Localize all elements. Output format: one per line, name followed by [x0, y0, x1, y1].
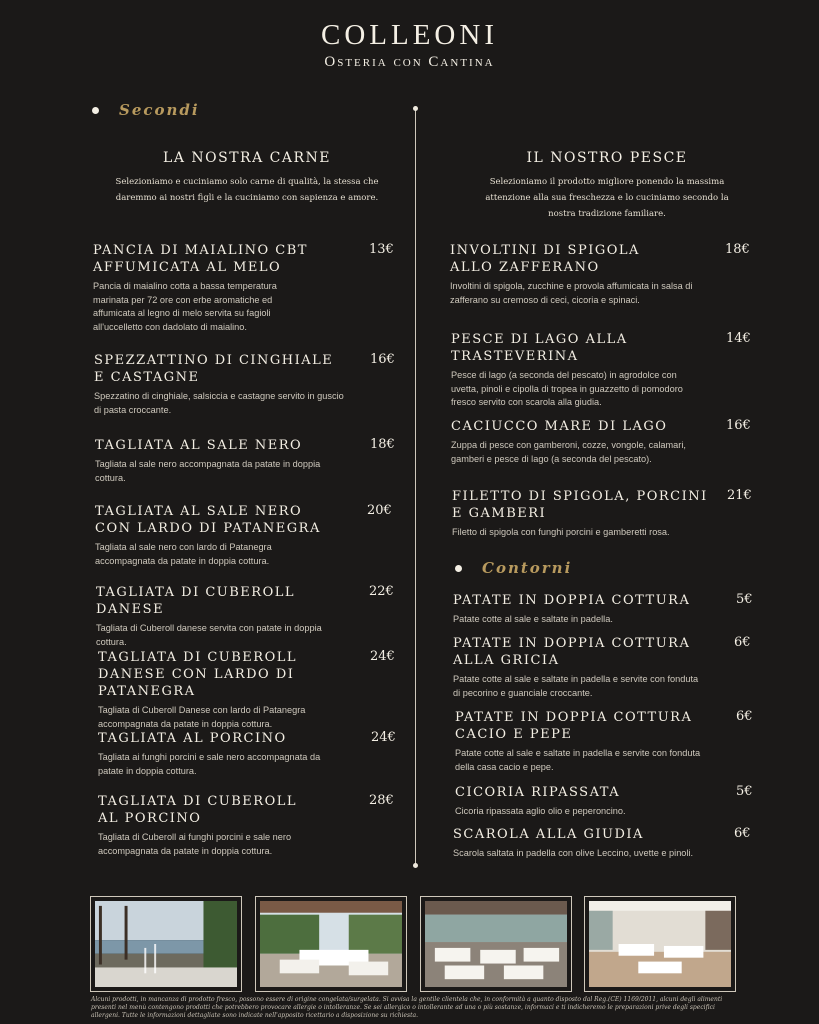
- carne-intro: Selezioniamo e cuciniamo solo carne di qualità, la stessa che daremmo ai nostri figli e la cuciniamo con sapienza e amore.: [115, 177, 379, 203]
- terrace-image: [95, 901, 237, 987]
- pesce-header: [474, 150, 740, 222]
- item-price: 14€: [726, 331, 751, 346]
- item-description: Scarola saltata in padella con olive Leccino, uvette e pinoli.: [453, 848, 694, 858]
- bullet-icon: [92, 107, 99, 114]
- item-description: Tagliata di Cuberoll ai funghi porcini e sale nero accompagnata da patate in doppia cottura.: [98, 832, 292, 856]
- item-description: Pancia di maialino cotta a bassa temperatura marinata per 72 ore con erbe aromatiche ed affumicata al legno di melo servita su fagioli all'uccelletto con dadolato di maialino.: [93, 281, 277, 332]
- menu-item: [451, 418, 751, 466]
- item-price: 16€: [370, 352, 395, 367]
- item-name: PANCIA DI MAIALINO CBT AFFUMICATA AL MELO: [93, 243, 308, 275]
- item-description: Patate cotte al sale e saltate in padella e servite con fonduta della casa cacio e pepe.: [455, 748, 701, 772]
- divider-knob-bottom: [413, 863, 418, 868]
- menu-item: [455, 709, 755, 774]
- item-price: 5€: [736, 784, 753, 799]
- menu-item: [93, 242, 393, 334]
- menu-item: [96, 584, 396, 649]
- item-name: FILETTO DI SPIGOLA, PORCINI E GAMBERI: [452, 489, 708, 521]
- menu-item: [95, 437, 395, 485]
- restaurant-photo: [584, 896, 736, 992]
- item-price: 18€: [370, 437, 395, 452]
- interior-image: [589, 901, 731, 987]
- carne-header: [114, 150, 380, 206]
- section-contorni-label: Contorni: [482, 559, 573, 577]
- section-secondi: [92, 101, 200, 119]
- item-name: PATATE IN DOPPIA COTTURA: [453, 593, 691, 608]
- section-contorni: [455, 559, 572, 577]
- item-description: Patate cotte al sale e saltate in padella.: [453, 614, 613, 624]
- item-description: Pesce di lago (a seconda del pescato) in agrodolce con uvetta, pinoli e cipolla di tropea in guazzetto di pomodoro fresco servito con scarola alla giudia.: [451, 370, 683, 407]
- menu-item: [453, 592, 753, 627]
- menu-item: [95, 503, 395, 568]
- item-price: 6€: [736, 709, 753, 724]
- item-description: Tagliata di Cuberoll danese servita con patate in doppia cottura.: [96, 623, 322, 647]
- section-secondi-label: Secondi: [119, 101, 200, 119]
- item-price: 24€: [370, 649, 395, 664]
- brand-header: [0, 18, 819, 71]
- item-price: 18€: [725, 242, 750, 257]
- menu-item: [455, 784, 755, 819]
- item-name: PESCE DI LAGO ALLA TRASTEVERINA: [451, 332, 628, 364]
- menu-item: [450, 242, 750, 307]
- item-description: Tagliata al sale nero accompagnata da patate in doppia cottura.: [95, 459, 321, 483]
- item-name: SPEZZATTINO DI CINGHIALE E CASTAGNE: [94, 353, 334, 385]
- item-price: 6€: [734, 635, 751, 650]
- item-name: TAGLIATA AL PORCINO: [98, 731, 287, 746]
- bullet-icon: [455, 565, 462, 572]
- item-name: TAGLIATA DI CUBEROLL AL PORCINO: [98, 794, 298, 826]
- brand-name: COLLEONI: [321, 19, 498, 51]
- item-description: Tagliata ai funghi porcini e sale nero accompagnata da patate in doppia cottura.: [98, 752, 321, 776]
- item-description: Spezzatino di cinghiale, salsiccia e castagne servito in guscio di pasta croccante.: [94, 391, 344, 415]
- item-name: TAGLIATA AL SALE NERO CON LARDO DI PATANEGRA: [95, 504, 321, 536]
- item-name: TAGLIATA DI CUBEROLL DANESE: [96, 585, 296, 617]
- pesce-intro: Selezioniamo il prodotto migliore ponendo la massima attenzione alla sua freschezza e lo cuciniamo secondo la nostra tradizione familiare.: [485, 177, 729, 219]
- item-description: Tagliata di Cuberoll Danese con lardo di Patanegra accompagnata da patate in doppia cottura.: [98, 705, 306, 729]
- column-divider: [415, 108, 416, 866]
- item-name: CACIUCCO MARE DI LAGO: [451, 419, 668, 434]
- item-description: Tagliata al sale nero con lardo di Patanegra accompagnata da patate in doppia cottura.: [95, 542, 272, 566]
- item-price: 16€: [726, 418, 751, 433]
- divider-knob-top: [413, 106, 418, 111]
- menu-item: [452, 488, 752, 540]
- menu-item: [453, 826, 753, 861]
- allergen-footnote: Alcuni prodotti, in mancanza di prodotto fresco, possono essere di origine congelata/surgelata. Si avvisa la gentile clientela che, in conformità a quanto disposto dal Reg.(CE) 1169/2011, alcuni degli alimenti presenti nel menù contengono prodotti che potrebbero provocare allergie o intolleranze. Se sei allergico o intollerante ad una o più sostanze, informaci e ti indicheremo le preparazioni prive degli specifici allergeni. Tutte le informazioni dettagliate sono indicate nell'apposito ricettario a disposizione su richiesta.: [91, 996, 723, 1019]
- item-price: 21€: [727, 488, 752, 503]
- item-price: 6€: [734, 826, 751, 841]
- item-name: SCAROLA ALLA GIUDIA: [453, 827, 644, 842]
- item-price: 28€: [369, 793, 394, 808]
- item-price: 5€: [736, 592, 753, 607]
- menu-item: [94, 352, 394, 417]
- item-name: PATATE IN DOPPIA COTTURA ALLA GRICIA: [453, 636, 691, 668]
- menu-item: [451, 331, 751, 410]
- dining-room-image: [425, 901, 567, 987]
- item-description: Involtini di spigola, zucchine e provola affumicata in salsa di zafferano su cremoso di ceci, cicoria e spinaci.: [450, 281, 693, 305]
- menu-item: [98, 793, 398, 858]
- menu-item: [98, 730, 398, 778]
- restaurant-photo: [90, 896, 242, 992]
- carne-title: LA NOSTRA CARNE: [163, 150, 331, 166]
- menu-item: [98, 649, 398, 731]
- item-price: 13€: [369, 242, 394, 257]
- item-price: 22€: [369, 584, 394, 599]
- item-description: Patate cotte al sale e saltate in padella e servite con fonduta di pecorino e guanciale croccante.: [453, 674, 699, 698]
- item-description: Filetto di spigola con funghi porcini e gamberetti rosa.: [452, 527, 670, 537]
- restaurant-photo: [420, 896, 572, 992]
- item-price: 24€: [371, 730, 396, 745]
- item-price: 20€: [367, 503, 392, 518]
- restaurant-photo: [255, 896, 407, 992]
- item-name: TAGLIATA AL SALE NERO: [95, 438, 303, 453]
- item-name: INVOLTINI DI SPIGOLA ALLO ZAFFERANO: [450, 243, 640, 275]
- brand-subtitle: Osteria con Cantina: [324, 54, 495, 70]
- veranda-image: [260, 901, 402, 987]
- item-description: Cicoria ripassata aglio olio e peperoncino.: [455, 806, 626, 816]
- item-description: Zuppa di pesce con gamberoni, cozze, vongole, calamari, gamberi e pesce di lago (a seconda del pescato).: [451, 440, 686, 464]
- pesce-title: IL NOSTRO PESCE: [526, 150, 688, 166]
- menu-item: [453, 635, 753, 700]
- item-name: TAGLIATA DI CUBEROLL DANESE CON LARDO DI PATANEGRA: [98, 650, 298, 699]
- item-name: CICORIA RIPASSATA: [455, 785, 621, 800]
- item-name: PATATE IN DOPPIA COTTURA CACIO E PEPE: [455, 710, 693, 742]
